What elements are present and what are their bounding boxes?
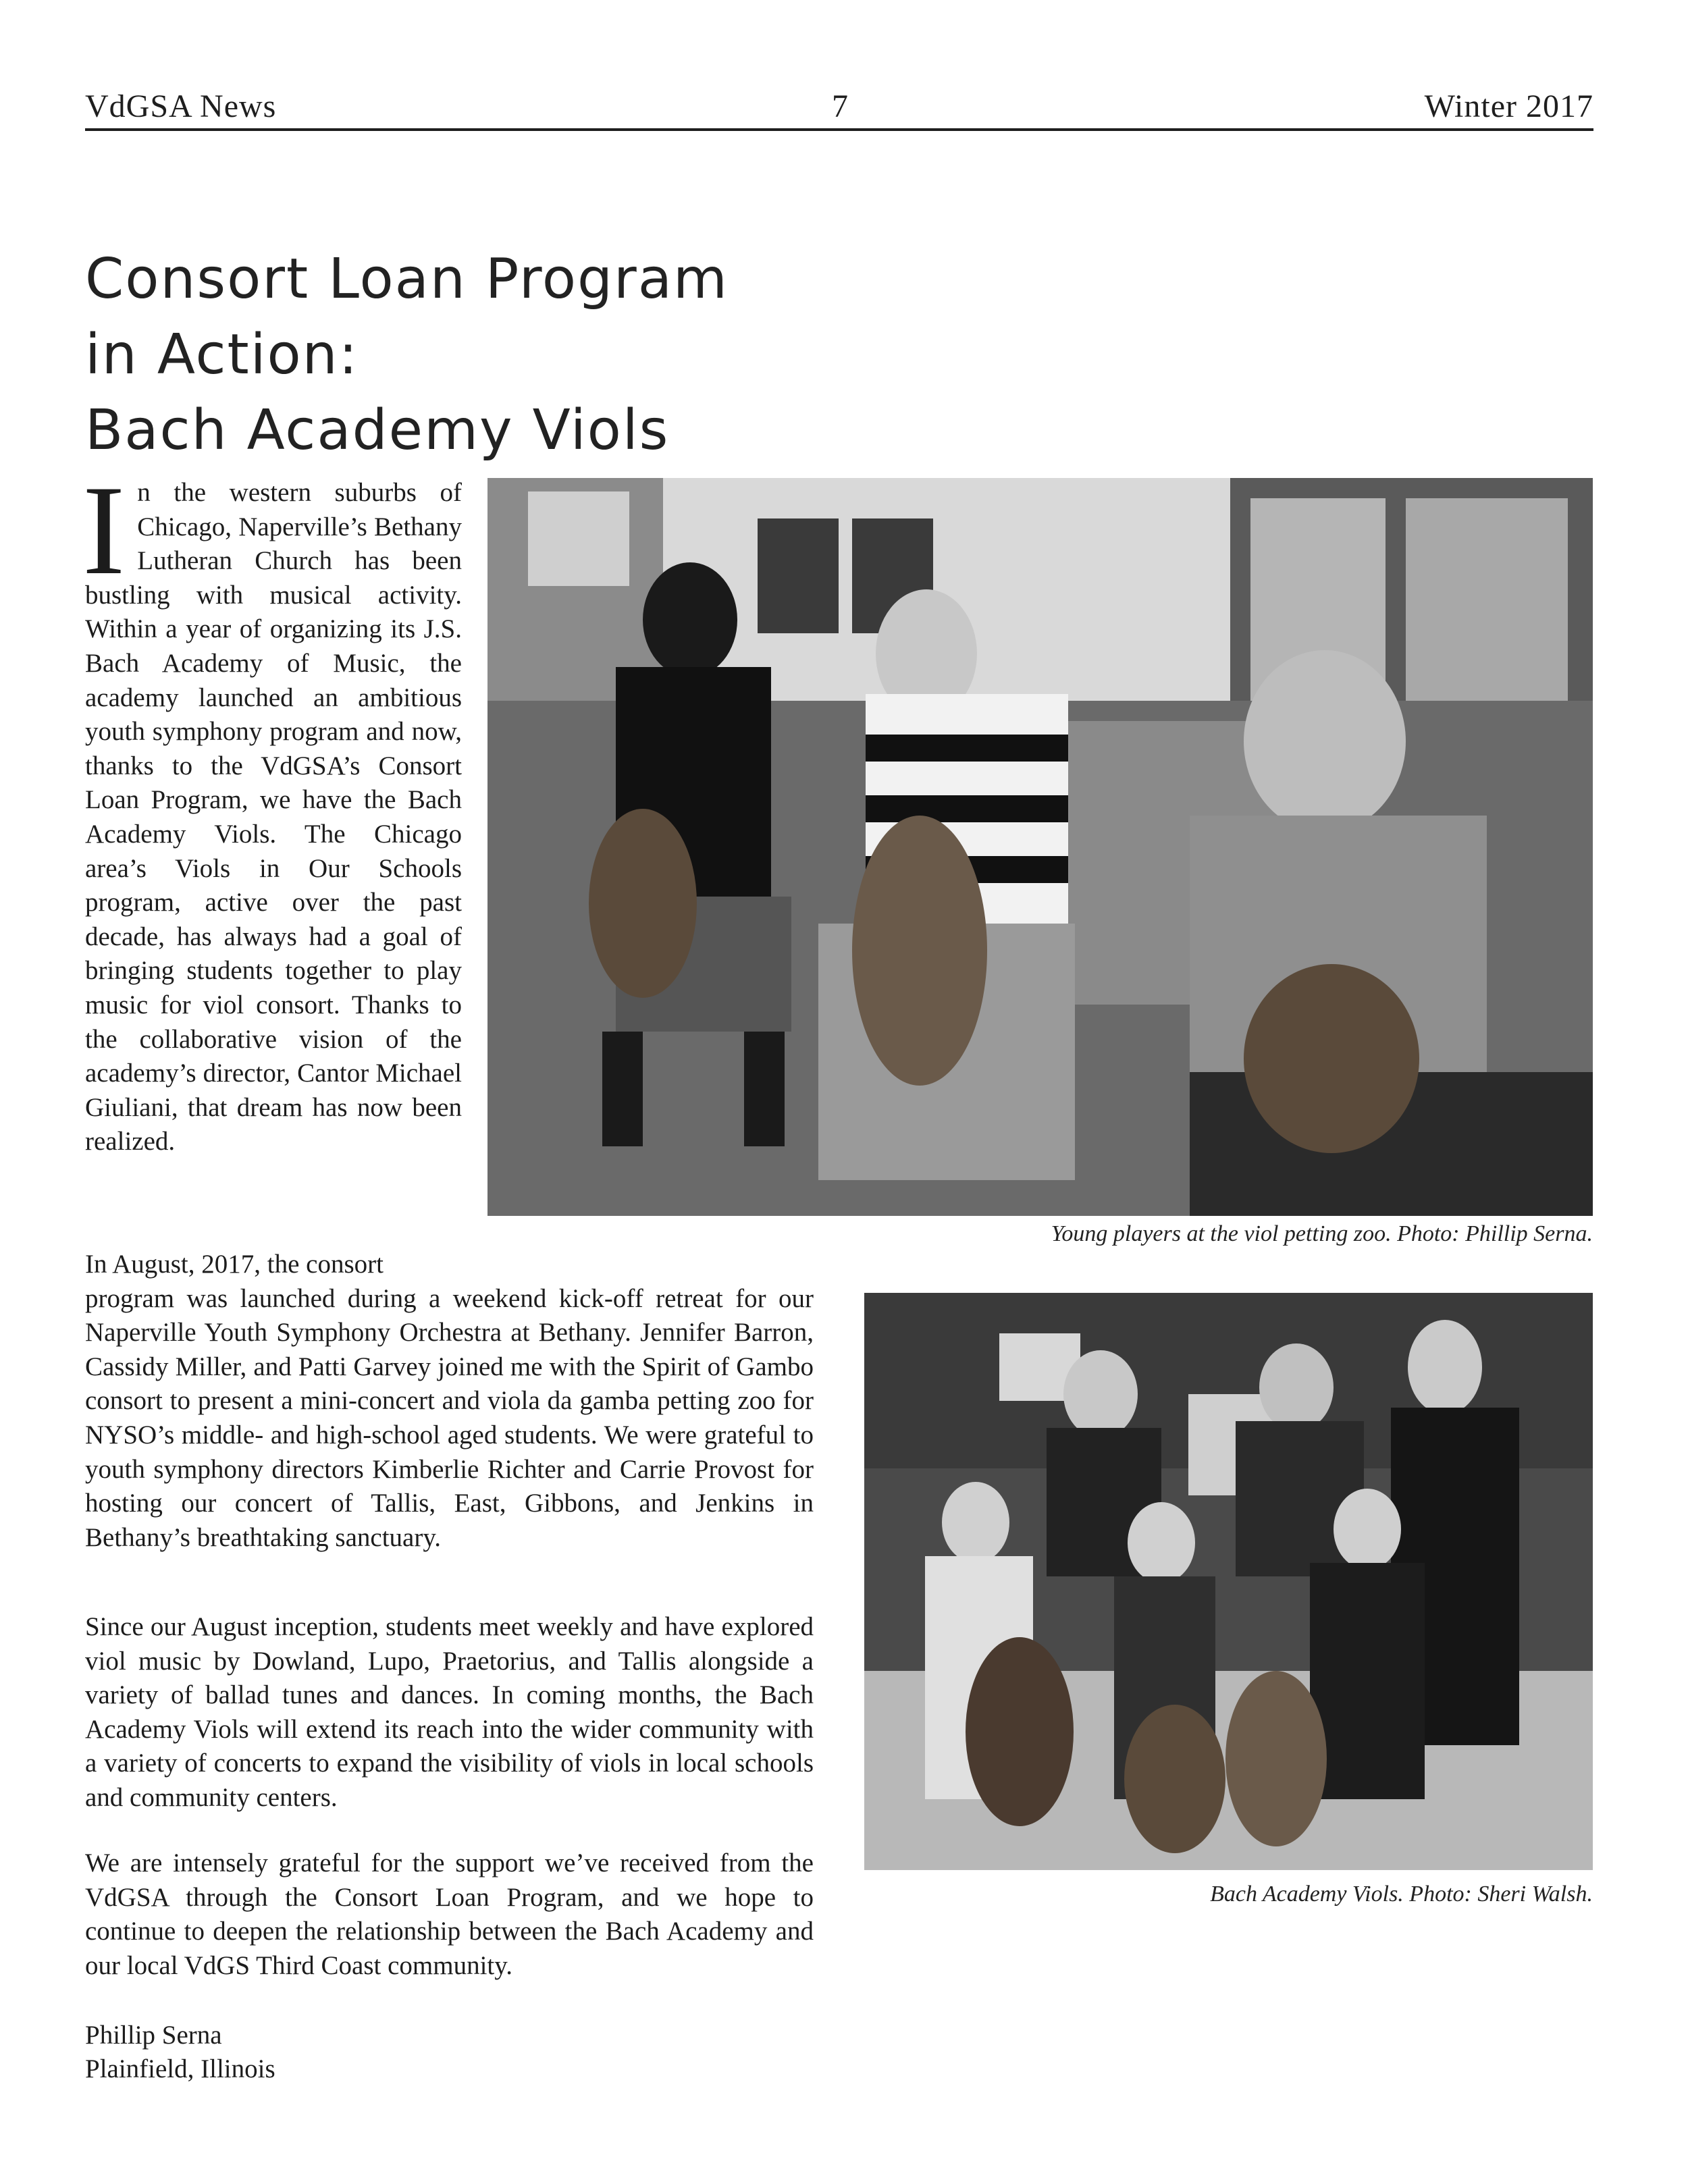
paragraph-1 <box>82 460 462 1159</box>
drop-cap: I <box>82 460 126 602</box>
newsletter-name: VdGSA News <box>85 88 277 124</box>
photo-petting-zoo-caption: Young players at the viol petting zoo. Photo: Phillip Serna. <box>1051 1221 1593 1246</box>
paragraph-2-text: program was launched during a weekend kick-off retreat for our Naperville Youth Symphony Orchestra at Bethany. Jennifer Barron, Cassidy Miller, and Patti Garvey joined me with the Spirit of Gambo consort to present a mini-concert and viola da gamba petting zoo for NYSO’s middle- and high-school aged students. We were grateful to youth symphony directors Kimberlie Richter and Carrie Provost for hosting our concert of Tallis, East, Gibbons, and Jenkins in Bethany’s breathtaking sanctuary. <box>85 1283 814 1552</box>
author-name: Phillip Serna <box>85 2021 222 2050</box>
page-number: 7 <box>832 88 849 124</box>
author-location: Plainfield, Illinois <box>85 2054 275 2083</box>
photo-bach-academy-viols-caption: Bach Academy Viols. Photo: Sheri Walsh. <box>1210 1882 1593 1907</box>
photo-bach-academy-viols-image <box>864 1293 1593 1870</box>
issue-date: Winter 2017 <box>1424 88 1593 124</box>
article-title <box>85 242 963 469</box>
title-line-3: Bach Academy Viols <box>85 398 670 462</box>
paragraph-3: Since our August inception, students meet weekly and have explored viol music by Dowland, Lupo, Praetorius, and Tallis alongside a variety of ballad tunes and dances. In coming months, the Bach Academy Viols will extend its reach into the wider community with a variety of concerts to expand the visibility of viols in local schools and community centers. <box>85 1612 814 1812</box>
title-line-1: Consort Loan Program <box>85 247 729 311</box>
photo-petting-zoo-image <box>487 478 1593 1216</box>
paragraph-2 <box>85 1248 814 1555</box>
paragraph-4: We are intensely grateful for the support we’ve received from the VdGSA through the Consort Loan Program, and we hope to continue to deepen the relationship between the Bach Academy and our local VdGS Third Coast community. <box>85 1848 814 1980</box>
paragraph-1-text: n the western suburbs of Chicago, Naperville’s Bethany Lutheran Church has been bustling with musical activity. Within a year of organizing its J.S. Bach Academy of Music, the academy launched an ambitious youth symphony program and now, thanks to the VdGSA’s Consort Loan Program, we have the Bach Academy Viols. The Chicago area’s Viols in Our Schools program, active over the past decade, has always had a goal of bringing students together to play music for viol consort. Thanks to the collaborative vision of the academy’s director, Cantor Michael Giuliani, that dream has now been realized. <box>85 478 462 1156</box>
title-line-2: in Action: <box>85 323 359 387</box>
photo-bach-academy-viols <box>864 1293 1593 1870</box>
photo-petting-zoo <box>487 478 1593 1216</box>
header-rule <box>85 128 1593 131</box>
paragraph-2-lead: In August, 2017, the consort <box>85 1250 384 1279</box>
